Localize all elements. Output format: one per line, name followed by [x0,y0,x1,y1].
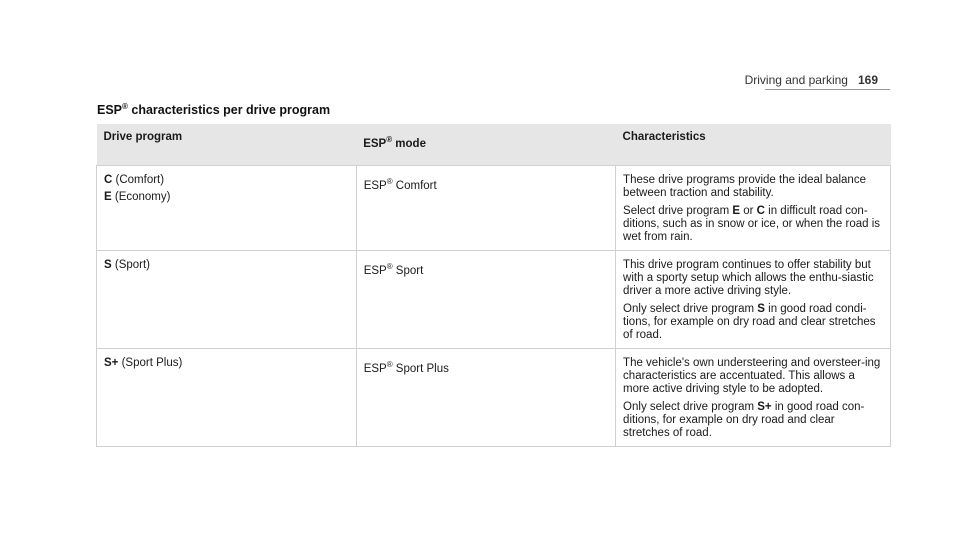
title-registered-mark: ® [122,102,128,111]
table-row [97,349,891,447]
cell-drive-program [97,251,357,349]
cell-characteristics [616,251,891,349]
header-characteristics: Characteristics [616,124,891,166]
table-row [97,251,891,349]
cell-characteristics [616,349,891,447]
title-rest: characteristics per drive program [127,103,331,117]
header-rule [765,89,890,90]
characteristics-text: Only select drive program S+ in good road con-ditions, for example on dry road and clear stretches of road. [623,401,865,439]
table-header-row [97,124,891,166]
cell-esp-mode: ESP® Sport Plus [356,349,615,447]
program-economy: E (Economy) [104,191,171,203]
program-sport-plus: S+ (Sport Plus) [104,357,183,369]
page-number: 169 [857,73,878,87]
characteristics-text: These drive programs provide the ideal balance between traction and stability. [623,174,866,199]
program-comfort: C (Comfort) [104,174,165,186]
header-drive-program: Drive program [97,124,357,166]
cell-characteristics [616,166,891,251]
cell-esp-mode: ESP® Comfort [356,166,615,251]
cell-drive-program [97,349,357,447]
section-title [97,103,330,117]
characteristics-text: The vehicle's own understeering and oversteer-ing characteristics are accentuated. This allows a more active driving style to be adopted. [623,357,881,395]
header-esp-mode: ESP® mode [356,124,615,166]
program-sport: S (Sport) [104,259,151,271]
characteristics-text: Select drive program E or C in difficult road con-ditions, such as in snow or ice, or when the road is wet from rain. [623,205,881,243]
section-name: Driving and parking [744,73,848,87]
running-head [745,73,878,87]
cell-drive-program [97,166,357,251]
drive-program-table [96,124,891,447]
cell-esp-mode: ESP® Sport [356,251,615,349]
characteristics-text: This drive program continues to offer stability but with a sporty setup which allows the enthu-siastic driver a more active driving style. [623,259,874,297]
table-row [97,166,891,251]
characteristics-text: Only select drive program S in good road condi-tions, for example on dry road and clear stretches of road. [623,303,876,341]
title-esp: ESP [97,103,123,117]
